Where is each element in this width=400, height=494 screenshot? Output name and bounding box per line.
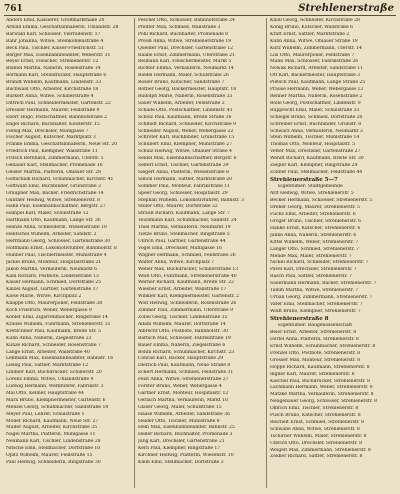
directory-entry: Langer Otto, Schmied, Strehlenerstr. 7 [270,246,360,252]
directory-entry: Geisler Martha, Plätterin, Ohlauer Str. 28 [6,169,102,175]
directory-entry: Pohl Richard, Buchhalter, Promenade 8 [138,31,229,37]
directory-entry: Nitsche Emil, Stellmacher, Dorfstraße 10 [6,446,101,452]
directory-entry: Olbrich Emil, Tischler, Strehlenerstr. 8 [270,406,359,412]
directory-entry: Schröter Karl, Buchbinder, Grünstraße 15 [138,135,235,141]
directory-entry: Werner Richard, Kaufmann, Breite Str. 22 [138,280,234,286]
directory-entry: Lange Ernst, Arbeiter, Wallstraße 40 [6,349,90,355]
directory-entry: Gebauer Karl, Stellmacher, Promenade 16 [6,163,103,169]
directory-entry: Illgner Karl, Maurer, Strehlenerstr. 8 [270,371,355,377]
directory-entry: Anders Emil, Kassierer, Großmarkthalle 20 [6,18,105,23]
directory-entry: Hampel Karl, Maler, Schulstraße 12 [6,211,89,217]
directory-entry: Speer Georg, Schlosser, Hospitalstr. 29 [138,190,228,196]
directory-entry: Jakob Martha, Verkäuferin, Neumarkt 6 [6,266,98,272]
directory-entry: Hentschel Wilhelm, Arbeiter, Sandstr. 2 [6,232,97,238]
directory-entry: Mai Otto, Kellner, Hauptstraße 44 [6,390,84,396]
directory-entry: Burkert Anna, Witwe, Schillerstraße 4 [6,93,94,99]
directory-entry: Scholz Paul, Kaufmann, Breite Straße 16 [138,114,232,120]
directory-entry: Thomas Otto, Monteur, Hospitalstr. 5 [270,142,355,148]
directory-entry: Fiebig Max, Drechsler, Mühlgasse 7 [6,128,89,134]
directory-entry: Hahn Paul, Eisenbahnschaffner, Bergstr. 27 [6,204,106,210]
directory-entry: Fritsch Bernhard, Zimmermann, Uferstr. 5 [6,156,104,162]
directory-entry: Kraft Ernst, Sattler, Marktstraße 2 [270,31,350,37]
directory-entry: Ulbrich Otto, Drechsler, Strehlenerstr. 8 [270,440,362,446]
directory-entry: Thiel Martha, Verkäuferin, Neumarkt 19 [138,225,231,231]
directory-entry: Buchwald Otto, Arbeiter, Kirchstraße 18 [6,87,99,93]
directory-entry: Schwabe Anna, Witwe, Strehlenerstr. 8 [270,426,360,432]
directory-entry: Richter Emma, Verkäuferin, Neumarkt 14 [138,66,234,72]
directory-entry: Rupprecht Emil, Maler, Schulstraße 33 [270,107,360,113]
directory-entry: Dressler Hermann, Maurer, Feldstraße 9 [6,107,100,113]
directory-entry: Meyer Paul, Lehrer, Schulstraße 1 [6,411,85,417]
directory-entry: Adam Wilhelm, Maurer, Dorfstraße 14 [138,321,226,327]
directory-entry: Menzel Georg, Schuhmacher, Sandstraße 18 [6,404,109,410]
directory-entry: Herrmann Georg, Schlosser, Gartenstraße 30 [6,239,111,244]
directory-entry: Stein Wilhelm, Tischler, Mühlstraße 14 [270,135,360,141]
directory-entry: Ullrich Paul, Gärtner, Gartenstraße 44 [138,239,226,244]
directory-entry: Beck Paul, Tischler, Kaiser-Friedrichstr. 51 [6,45,104,51]
directory-entry: Rolle Georg, Postschaffner, Lindenstr. 9 [270,100,361,106]
directory-entry: Eckert Hermann, Schmied, Feldstraße 31 [138,370,234,376]
directory-entry: Matzke Martha, Verkäuferin, Strehlenerstr. 8 [270,392,374,398]
directory-entry: Peschel Otto, Schlosser, Bahnhofstraße 24 [138,18,235,23]
directory-entry: Jäckel Bruno, Monteur, Hospitalstraße 21 [6,259,102,265]
directory-entry: Tschirner Wilhelm, Maler, Strehlenerstr. 8 [270,433,367,439]
directory-entry: Schlegel Bruno, Schmied, Dorfstraße 20 [270,114,363,120]
directory-entry: Müller August, Arbeiter, Kirchstraße 35 [6,425,98,431]
directory-entry: Gröger Bruno, Tischler, Strehlenerstr. 6 [270,218,362,224]
directory-entry: Arnold Emma, Geschäftsinhaberin, Uhlandstr. 28 [6,24,119,30]
directory-entry: Lachmann Hermann, Weber, Strehlenerstr. 8 [270,385,373,391]
directory-entry: Simon Hermann, Sattler, Marktstraße 20 [138,176,232,182]
directory-entry: Albrecht Otto, Postbote, Bahnhofstr. 30 [138,328,228,334]
directory-entry: Janke Anna, Näherin, Strehlenerstr. 6 [270,232,357,238]
directory-entry: Klose Marie, Witwe, Kirchplatz 2 [6,294,82,300]
directory-entry: Mann Max, Schlosser, Fabrikstraße 26 [270,59,359,65]
directory-entry: Dörfel Anna, Plätterin, Strehlenerstr. 8 [270,337,359,343]
column-right [270,18,396,490]
directory-entry: Nagel Martha, Plätterin, Mühlgasse 11 [6,432,96,438]
directory-entry: Eigentümer: Stadtgemeinde [278,184,343,190]
directory-entry: Franke Emma, Geschäftsinhaberin, Neue Str. 20 [6,142,118,148]
running-title: Strehlenerstraße [298,3,394,14]
directory-entry: König Bruno, Kutscher, Wallstraße 6 [270,24,353,30]
page-header [0,0,400,18]
directory-entry: Heinze Anna, Schneiderin, Wiesenstraße 19 [6,225,107,231]
directory-entry: Hartmann Otto, Kaufmann, Lange Str. 36 [6,218,101,224]
directory-entry: Sauer Wilhelm, Arbeiter, Feldstraße 2 [138,100,225,106]
directory-entry: Kinzel August, Gärtner, Gartenstraße 17 [6,287,99,293]
directory-entry: Möller Richard, Kaufmann, Neue Str. 27 [6,418,99,424]
directory-entry: Hoffmann Ernst, Lokomotivführer, Bahnhofstr. 8 [6,245,117,251]
directory-entry: Böhm Richard, Schuhmacher, Kirchstr. 23 [138,349,235,355]
directory-entry: Neumann Karl, Tischler, Lindenstraße 28 [6,439,101,445]
directory-entry: Hoppe Richard, Kaufmann, Strehlenerstr. 8 [270,364,370,370]
directory-entry: Rother Georg, Bäckermeister, Hauptstr. 18 [138,87,237,93]
directory-entry: Paul Hedwig, Schneiderin, Ringstraße 30 [6,460,101,465]
directory-entry: Hein Max, Eisenbahnbeamter, Bahnstr. 25 [138,425,235,431]
directory-entry: Frenzel Otto, Postbote, Strehlenerstr. 8 [270,350,361,356]
directory-entry: Raabe Ernst, Zimmermann, Uferstraße 21 [138,52,235,58]
directory-entry: Wiesner Ernst, Arbeiter, Wallstraße 17 [138,287,227,293]
directory-entry: Jung Karl, Drechsler, Gartenstraße 21 [138,439,225,445]
directory-entry: Schreiber Ernst, Buchbinder, Grünstr. 8 [270,121,362,127]
directory-entry: Vater Emil, Stellmacher, Strehlenerstr. 7 [270,301,363,307]
directory-entry: Zimmer Paul, Zimmermann, Uferstraße 9 [138,308,233,314]
directory-entry: Koch Friedrich, Weber, Webergasse 9 [6,308,92,314]
directory-entry: Walter Anna, Witwe, Kirchplatz 7 [138,259,214,265]
directory-entry: Ott Karl, Bäckermeister, Hauptstraße 3 [270,73,361,79]
directory-entry: Rösler Bruno, Kutscher, Sandstraße 7 [138,80,225,86]
directory-entry: Winkler Karl, Klempnermeister, Gartenstr. 2 [138,294,240,300]
directory-entry: Blümel Martha, Näherin, Rosenstraße 14 [6,66,101,72]
directory-entry: Bartsch Max, Schlosser, Fabrikstraße 19 [138,335,231,341]
directory-entry: Opitz Wilhelm, Maurer, Feldstraße 15 [6,453,93,459]
directory-entry: Gärtner Ernst, Monteur, Hospitalstr. 12 [138,390,229,396]
directory-entry: Beier Ernst, Arbeiter, Strehlenerstr. 8 [270,330,357,336]
directory-entry: Friedrich Paul, Klempner, Wallstraße 11 [6,149,98,155]
directory-entry: Stephan Wilhelm, Lokomotivführer, Bahnstr. 3 [138,197,244,203]
directory-entry: Knappe Otto, Maurerpolier, Feldstraße 38 [6,301,103,307]
directory-entry: Beyer Ernst, Fleischer, Strehlenerstr. 12 [6,59,99,65]
directory-entry: Weigelt Max, Zimmermann, Strehlenerstr. 8 [270,447,371,453]
directory-entry: Preuß Anna, Witwe, Strehlenerstraße 19 [138,38,232,44]
directory-entry: Wolff Bruno, Klempner, Strehlenerstr. 7 [270,308,361,314]
directory-entry: Weber Max, Buchdrucker, Schillerstraße 13 [138,266,239,272]
directory-entry: Wagner Hermann, Schmied, Feldstraße 26 [138,252,236,258]
directory-entry: Nowak Richard, Arbeiter, Sandstraße 11 [270,66,363,72]
directory-entry: Graupner Max, Bäcker, Friedrichstraße 14 [6,190,104,196]
directory-entry: Neugebauer Georg, Schlosser, Strehlenerstr. 8 [270,399,377,405]
directory-entry: Lux Otto, Maurerpolier, Feldstraße 7 [270,52,355,58]
directory-entry: Gottschalk Richard, Schuhmacher, Kirchstr. 41 [6,176,114,182]
directory-entry: Zöllner Paul, Stellmacher, Feldstraße 44 [270,169,363,175]
directory-entry: Hanke Ernst, Kutscher, Strehlenerstr. 6 [270,225,361,231]
directory-entry: Kuhn Anna, Witwe, Ohlauer Straße 19 [270,38,358,44]
directory-entry: Berger Max, Eisenbahnbeamter, Weberstr. 31 [6,52,111,58]
directory-entry: Pavel Karl, Drechsler, Strehlenerstr. 7 [270,267,357,273]
directory-entry: Lindner Karl, Buchdrucker, Schillerstr. 20 [6,370,102,376]
column-middle [138,18,264,490]
directory-entry: Vetter Max, Drechsler, Gartenstraße 27 [270,149,361,155]
directory-entry: Gottwald Emil, Buchbinder, Grünstraße 3 [6,183,101,189]
directory-entry: Dietrich Paul, Kaufmann, Neue Straße 8 [138,363,231,369]
address-heading: Strehlenerstraße 5—7 [270,176,338,183]
directory-entry: Kurz Wilhelm, Zimmermann, Uferstr. 14 [270,45,362,51]
directory-entry: Dittrich Paul, Schneidermeister, Gartenstr. 22 [6,100,111,106]
page-number: 761 [4,4,23,14]
directory-entry: Dreher Georg, Maurer, Strehlenerstr. 5 [270,205,360,211]
directory-entry: Mende Max, Maler, Strehlenerstr. 7 [270,253,352,259]
directory-entry: Reimann Karl, Fleischermeister, Markt 5 [138,59,232,65]
directory-entry: Glaser Georg, Maler, Schulstraße 15 [138,404,222,410]
directory-entry: Strauß Richard, Kaufmann, Lange Str. 7 [138,211,230,217]
directory-entry: Bahr Johanna, Witwe, Steinkohlenstraße 4 [6,38,104,44]
directory-entry: Bärwald Karl, Schlosser, Vierradenstr. 17 [6,31,101,37]
directory-entry: Brandt Wilhelm, Kaufmann, Lindenstr. 33 [6,80,102,86]
directory-entry: Schneider August, Weber, Webergasse 22 [138,128,234,134]
directory-entry: Weiß Otto, Fuhrmann, Strehlenerstraße 40 [138,273,237,279]
directory-entry: Pusch Bruno, Kutscher, Strehlenerstr. 8 [270,413,361,419]
directory-entry: Becker Hermann, Schlosser, Strehlenerstr. 5 [270,198,373,204]
directory-entry: Stiller Otto, Maurer, Dorfstraße 32 [138,204,218,210]
directory-entry: Heller Richard, Buchhalter, Promenade 3 [138,432,233,438]
directory-entry: Tamm Martha, Witwe, Strehlenerstr. 7 [270,288,359,294]
directory-entry: Pfeiffer Max, Schmied, Wallstraße 3 [138,24,221,30]
directory-entry: Queißer Paul, Drechsler, Gartenstraße 12 [138,45,233,51]
directory-entry: Wolf Hedwig, Schneiderin, Rosenstraße 26 [138,301,237,307]
directory-entry: Liebig Paul, Sattler, Marktstraße 12 [6,363,89,369]
directory-entry: Sommer Paul, Monteur, Fabrikstraße 11 [138,183,230,189]
directory-entry: Riedel Hermann, Maler, Schulstraße 26 [138,73,229,79]
directory-entry: Wendt Richard, Kaufmann, Breite Str. 30 [270,156,364,162]
directory-entry: Bauer Emma, Näherin, Ziegelstraße 6 [138,342,226,348]
column-divider [134,18,135,488]
column-left [6,18,132,490]
directory-entry: Schade Otto, Postschaffner, Lindenstr. 41 [138,107,233,113]
directory-entry: Zeidler Richard, Sattler, Strehlenerstr. 8 [270,454,363,460]
directory-entry: Feist Anna, Witwe, Strehlenerstraße 27 [138,377,229,383]
directory-entry: Engel Richard, Buchhalter, Klosterstr. 15 [6,121,100,127]
directory-entry: Sauermann Hermann, Bäcker, Strehlenerstr. 7 [270,281,377,287]
directory-entry: Kühn Anna, Näherin, Ziegelstraße 23 [6,335,92,341]
directory-entry: Kern Paul, Klempner, Ringstraße 17 [138,446,221,452]
directory-entry: Hübner Paul, Tischlermeister, Mühlstraße 4 [6,252,107,258]
directory-entry: Kunze Richard, Schneider, Rosenstraße 7 [6,342,101,348]
directory-entry: Schmidt Richard, Schneider, Kirchstraße 9 [138,121,236,127]
directory-entry: Kretschmer Paul, Kaufmann, Breite Str. 5 [6,328,101,334]
directory-entry: Urban Georg, Zimmermann, Strehlenerstr. 7 [270,294,373,300]
directory-entry: Vogel Emil, Drechsler, Mühlgasse 16 [138,245,222,251]
directory-entry: Rudolph Marie, Näherin, Rosenstraße 33 [138,93,233,99]
directory-entry: Zobel Georg, Tischler, Lindenstraße 35 [138,314,228,320]
directory-entry: Günther Hedwig, Witwe, Strehlenerstr. 8 [6,197,100,203]
directory-entry: Fischer August, Kutscher, Marktplatz 3 [6,135,96,141]
directory-entry: Rasch Paul, Sattler, Strehlenerstr. 7 [270,274,352,280]
directory-entry: Gerlach Martha, Verkäuferin, Markt 10 [138,397,228,403]
directory-entry: Schulz Hedwig, Witwe, Ohlauer Straße 4 [138,149,232,155]
directory-entry: Haase Wilhelm, Arbeiter, Sandstraße 36 [138,411,230,417]
directory-entry: Klein Emil, Stellmacher, Dorfstraße 3 [138,460,224,465]
column-divider [266,18,267,488]
directory-entry: Kaiser Hermann, Schmied, Dorfstraße 25 [6,280,101,286]
directory-entry: Ziegler Karl, Klempner, Ringstraße 24 [270,163,358,169]
directory-entry: Seidel Max, Eisenbahnschaffner, Bergstr. 6 [138,156,237,162]
directory-entry: Renner Martha, Näherin, Rosenstraße 2 [270,93,363,99]
directory-entry: Siegert Anna, Plätterin, Wiesenstraße 8 [138,169,229,175]
directory-entry: Schubert Emil, Klempner, Mühlstraße 27 [138,142,232,148]
directory-entry: Grosser Max, Monteur, Strehlenerstr. 8 [270,357,361,363]
directory-entry: Ernst Wilhelm, Schuhmacher, Strehlenerstr. 8 [270,343,376,349]
directory-entry: Tietze Bruno, Stellmacher, Ringstraße 5 [138,232,230,238]
directory-entry: Teichmann Karl, Schuhmacher, Sandstr. 24 [138,218,237,224]
directory-entry: Knoll Georg, Schneider, Kirchstraße 28 [270,18,360,23]
directory-entry: Kittel Wilhelm, Weber, Strehlenerstr. 7 [270,239,359,245]
directory-entry: Fuchs Emil, Arbeiter, Strehlenerstr. 6 [270,212,356,218]
directory-entry: Reichelt Ernst, Schmied, Strehlenerstr. 8 [270,419,365,425]
directory-entry: Lehmann Max, Eisenbahnbeamter, Bahnstr. 16 [6,356,114,362]
directory-entry: Schwarz Anna, Verkäuferin, Neumarkt 3 [270,128,363,134]
directory-entry: Ludwig Hermann, Werkführer, Fabrikstr. 3 [6,384,104,390]
directory-entry: Pietsch Paul, Kaufmann, Lange Straße 25 [270,80,366,86]
directory-entry: Ebert Hugo, Postschaffner, Bahnhofstraße 2 [6,114,107,120]
directory-entry: Heider Otto, Tischler, Mühlstraße 8 [138,418,220,424]
directory-entry: Prause Hermann, Weber, Webergasse 13 [270,87,364,93]
directory-entry: Kirchner Hedwig, Plätterin, Wiesenstr. 10 [138,453,234,459]
directory-entry: Köhler Emil, Zigarrenmacher, Ringstraße 14 [6,314,108,320]
directory-entry: Bormann Karl, Steindrucker, Hauptstraße 6 [6,73,107,79]
directory-entry: Förster Bruno, Weber, Webergasse 4 [138,384,222,390]
directory-entry: Marx Bruno, Klempnermeister, Gartenstr. 6 [6,397,106,403]
address-heading: Strehlenerstraße 8 [270,315,329,322]
directory-entry: Conrad Karl, Bäcker, Hauptstraße 29 [138,356,224,362]
directory-entry: Nickel Richard, Schneider, Strehlenerstr. 7 [270,260,369,266]
directory-entry: Arlt Hedwig, Witwe, Strehlenerstr. 5 [270,191,354,197]
header-rule [4,15,396,16]
directory-entry: Kaschel Paul, Buchdrucker, Strehlenerstr. 8 [270,378,370,384]
directory-entry: Kahl Richard, Postbote, Lindenstraße 13 [6,273,99,279]
directory-entry: Seifert Ernst, Tischler, Gartenstraße 39 [138,163,229,169]
directory-entry: Krause Wilhelm, Fuhrmann, Strehlenerstr. 31 [6,321,111,327]
directory-entry: Eigentümer: Baugenossenschaft [278,323,353,329]
directory-entry: Lorenz Emma, Witwe, Uhlandstraße 9 [6,377,94,383]
